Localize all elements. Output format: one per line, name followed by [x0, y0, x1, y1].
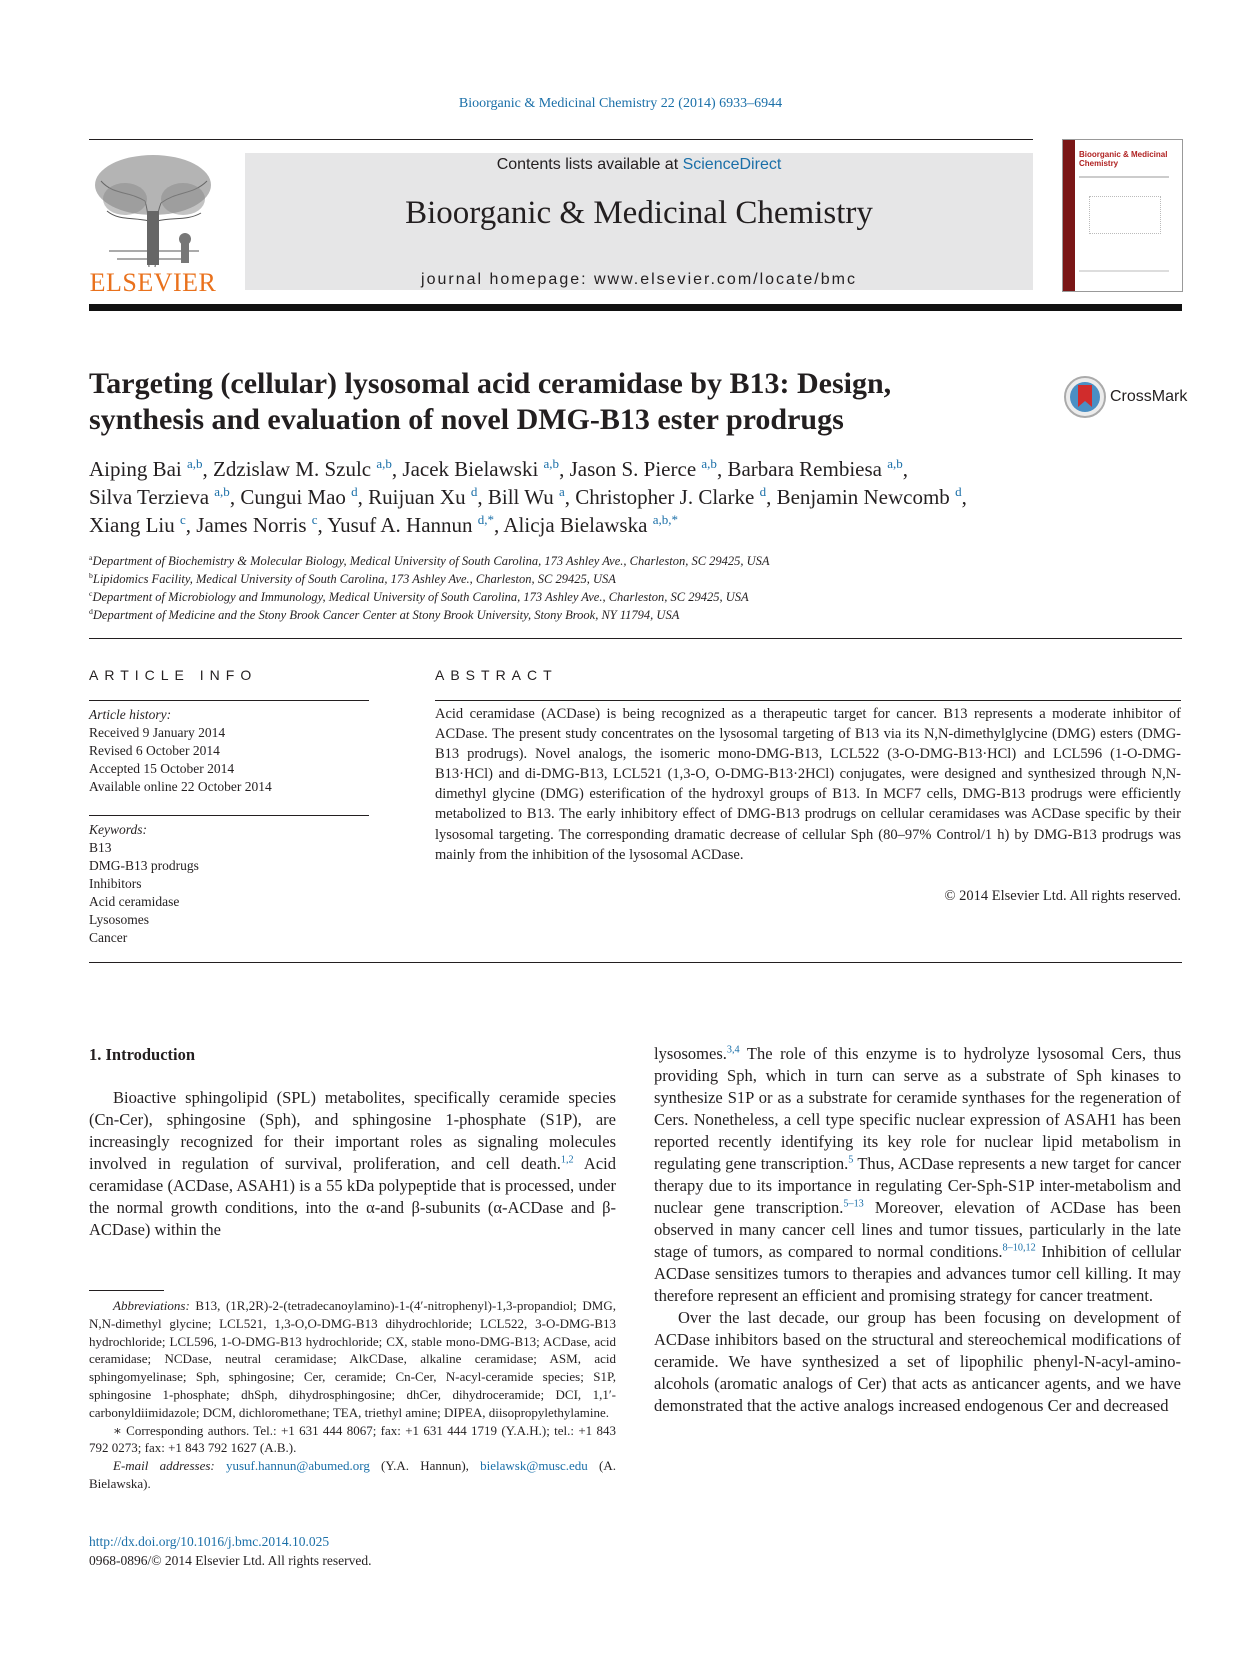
- history-accepted: Accepted 15 October 2014: [89, 761, 235, 776]
- email-link[interactable]: yusuf.hannun@abumed.org: [225, 1458, 370, 1474]
- journal-homepage[interactable]: journal homepage: www.elsevier.com/locate/bmc: [421, 271, 857, 288]
- affiliation-text: Department of Biochemistry & Molecular Biology, Medical University of South Carolina, 173 Ashley Ave., Charleston, SC 29425, USA: [92, 554, 770, 568]
- keywords-rule: [89, 815, 369, 816]
- history-online: Available online 22 October 2014: [89, 779, 272, 794]
- email-owner: (A. Bielawska).: [89, 1458, 616, 1491]
- citation-ref[interactable]: 5: [848, 1154, 854, 1166]
- article-title: [89, 366, 1009, 438]
- keyword: B13: [89, 840, 112, 855]
- affiliation-mark: c: [89, 588, 93, 598]
- affiliation-d: [89, 608, 1189, 623]
- article-history: [89, 706, 369, 796]
- intro-text: Moreover, elevation of ACDase has been observed in many cancer cell lines and tumor tissues, particularly in the late stage of tumors, as compared to normal conditions.: [654, 1198, 1181, 1261]
- author-affiliation-mark[interactable]: d: [351, 484, 358, 499]
- author: Ruijuan Xu: [368, 485, 466, 509]
- citation-ref[interactable]: 5–13: [843, 1198, 864, 1210]
- contents-line: [245, 156, 1033, 174]
- contents-prefix: Contents lists available at: [496, 156, 683, 173]
- history-received: Received 9 January 2014: [89, 725, 226, 740]
- title-line-1: Targeting (cellular) lysosomal acid ceramidase by B13: Design,: [89, 367, 892, 400]
- author-affiliation-mark[interactable]: a,b,*: [652, 512, 678, 527]
- intro-column-right: [654, 1043, 1181, 1417]
- sciencedirect-link[interactable]: ScienceDirect: [682, 156, 782, 173]
- affiliation-c: [89, 590, 1189, 605]
- author: Christopher J. Clarke: [575, 485, 755, 509]
- article-info-heading: ARTICLE INFO: [89, 667, 258, 683]
- intro-text: Thus, ACDase represents a new target for cancer therapy due to its importance in regulating Cer-Sph-S1P inter-metabolism and nuclear gene transcription.: [654, 1154, 1182, 1217]
- publisher-wordmark: ELSEVIER: [89, 268, 217, 297]
- author: Benjamin Newcomb: [776, 485, 950, 509]
- doi-link[interactable]: http://dx.doi.org/10.1016/j.bmc.2014.10.025: [89, 1534, 330, 1549]
- author: Silva Terzieva: [89, 485, 210, 509]
- author-affiliation-mark[interactable]: d,*: [477, 512, 495, 527]
- intro-text: lysosomes.: [654, 1044, 727, 1063]
- intro-text: The role of this enzyme is to hydrolyze lysosomal Cers, thus providing Sph, which in turn can serve as a substrate of Sph kinases to synthesize S1P or as a substrate for ceramide synthases for the regeneration of Cers. Nonetheless, a cell type specific nuclear expression of ASAH1 has been reported recently identifying its key role for nuclear lipid metabolism in regulating gene transcription.: [654, 1044, 1181, 1173]
- affiliation-mark: a: [89, 552, 93, 562]
- citation-ref[interactable]: 1,2: [560, 1154, 574, 1166]
- author-line-3: Xiang Liu $^c$, James Norris $^c$, Yusuf A. Hannun $^{d,*}$, Alicja Bielawska $^{a,b,*}$: [89, 512, 678, 537]
- keyword: Acid ceramidase: [89, 894, 180, 909]
- author-affiliation-mark[interactable]: a,b: [701, 456, 717, 471]
- history-label: Article history:: [89, 707, 172, 722]
- author-line-1: Aiping Bai $^{a,b}$, Zdzislaw M. Szulc $^{a,b}$, Jacek Bielawski $^{a,b}$, Jason S. Pierce $^{a,b}$, Barbara Rembiesa $^{a,b}$,: [89, 456, 909, 481]
- abstract-copyright: © 2014 Elsevier Ltd. All rights reserved.: [944, 888, 1181, 904]
- journal-cover-thumbnail: [1062, 139, 1183, 292]
- abbreviations-footnote: [89, 1297, 616, 1422]
- affiliations-rule: [89, 638, 1182, 639]
- author-affiliation-mark[interactable]: a,b: [187, 456, 203, 471]
- title-line-2: synthesis and evaluation of novel DMG-B13 ester prodrugs: [89, 403, 844, 436]
- crossmark-label[interactable]: CrossMark: [1110, 388, 1188, 405]
- keywords-label: Keywords:: [89, 822, 147, 837]
- footnotes: [89, 1297, 616, 1493]
- author: Bill Wu: [487, 485, 554, 509]
- abbreviations-text: B13, (1R,2R)-2-(tetradecanoylamino)-1-(4′-nitrophenyl)-1,3-propandiol; DMG, N,N-dimethyl glycine; LCL521, 1,3-O,O-DMG-B13 dihydrochloride; LCL522, 3-O-DMG-B13 hydrochloride; LCL596, 1-O-DMG-B13 hydrochloride; CX, stable mono-DMG-B13; ACDase, acid ceramidase; NCDase, neutral ceramidase; AlkCDase, alkaline ceramidase; ASM, acid sphingomyelinase; Sph, sphingosine; Cer, ceramide; Cn-Cer, N-acyl-ceramide species; S1P, sphingosine 1-phosphate; dhSph, dihydrosphingosine; dhCer, dihydroceramide; DCI, 1,1′-carbonyldiimidazole; DCM, dichloromethane; TEA, triethyl amine; DIPEA, diisopropylethylamine.: [89, 1298, 616, 1420]
- email-owner: (Y.A. Hannun),: [369, 1458, 481, 1474]
- keyword: Lysosomes: [89, 912, 150, 927]
- cover-title: Bioorganic & Medicinal Chemistry: [1079, 150, 1168, 168]
- affiliation-text: Department of Medicine and the Stony Brook Cancer Center at Stony Brook University, Stony Brook, NY 11794, USA: [92, 608, 680, 622]
- author: Jason S. Pierce: [569, 457, 697, 481]
- header-top-rule: [89, 139, 1033, 140]
- abstract-heading: ABSTRACT: [435, 667, 558, 683]
- author-affiliation-mark[interactable]: d: [470, 484, 478, 499]
- intro-text: Inhibition of cellular ACDase sensitizes tumors to therapies and advances tumor cell killing. It may therefore represent an efficient and promising strategy for cancer treatment.: [654, 1242, 1182, 1305]
- author-line-2: Silva Terzieva $^{a,b}$, Cungui Mao $^d$, Ruijuan Xu $^d$, Bill Wu $^a$, Christopher J. Clarke $^d$, Benjamin Newcomb $^d$,: [89, 484, 967, 509]
- author-affiliation-mark[interactable]: a,b: [543, 456, 560, 471]
- email-link[interactable]: bielawsk@musc.edu: [480, 1458, 588, 1474]
- corresponding-footnote: ∗ Corresponding authors. Tel.: +1 631 444 8067; fax: +1 631 444 1719 (Y.A.H.); tel.: +1 843 792 0273; fax: +1 843 792 1627 (A.B.).: [89, 1422, 616, 1456]
- author-affiliation-mark[interactable]: c: [311, 512, 318, 527]
- crossmark-icon[interactable]: [1063, 375, 1107, 419]
- author-list: [89, 455, 1189, 539]
- author-affiliation-mark[interactable]: a,b: [887, 456, 903, 471]
- article-info-rule: [89, 700, 369, 701]
- citation-ref[interactable]: 3,4: [726, 1044, 740, 1056]
- journal-banner: [245, 153, 1033, 290]
- introduction-heading: 1. Introduction: [89, 1045, 196, 1064]
- footnote-rule: [89, 1290, 164, 1291]
- author: James Norris: [196, 513, 307, 537]
- author: Jacek Bielawski: [402, 457, 539, 481]
- affiliation-text: Lipidomics Facility, Medical University of South Carolina, 173 Ashley Ave., Charleston, SC 29425, USA: [92, 572, 616, 586]
- intro-text: Acid ceramidase (ACDase, ASAH1) is a 55 kDa polypeptide that is processed, under the normal growth conditions, into the α-and β-subunits (α-ACDase and β-ACDase) within the: [89, 1154, 616, 1239]
- abbreviations-label: Abbreviations:: [113, 1298, 190, 1313]
- author: Alicja Bielawska: [503, 513, 648, 537]
- email-footnote: [89, 1457, 616, 1493]
- keywords: [89, 821, 369, 947]
- intro-text: Bioactive sphingolipid (SPL) metabolites, specifically ceramide species (Cn-Cer), sphingosine (Sph), and sphingosine 1-phosphate (S1P), are increasingly recognized for their important roles as signaling molecules involved in regulation of survival, proliferation, and cell death.: [89, 1088, 616, 1173]
- keyword: DMG-B13 prodrugs: [89, 858, 199, 873]
- affiliation-a: [89, 554, 1189, 569]
- front-matter-rule: [89, 962, 1182, 963]
- journal-name: Bioorganic & Medicinal Chemistry: [405, 195, 873, 231]
- abstract-text: Acid ceramidase (ACDase) is being recognized as a therapeutic target for cancer. B13 represents a moderate inhibitor of ACDase. The present study concentrates on the lysosomal targeting of B13 via its N,N-dimethylglycine (DMG) esters (DMG-B13 prodrugs). Novel analogs, the isomeric mono-DMG-B13, LCL522 (3-O-DMG-B13·HCl) and LCL596 (1-O-DMG-B13·HCl) and di-DMG-B13, LCL521 (1,3-O, O-DMG-B13·2HCl) conjugates, were designed and synthesized through N,N-dimethyl glycine (DMG) esterification of the hydroxyl groups of B13. In MCF7 cells, DMG-B13 prodrugs were efficiently metabolized to B13. The early inhibitory effect of DMG-B13 prodrugs on cellular ceramidases was ACDase specific by their lysosomal targeting. The corresponding dramatic decrease of cellular Sph (80–97% Control/1 h) by DMG-B13 prodrugs was mainly from the inhibition of the lysosomal ACDase.: [435, 706, 1181, 863]
- email-label: E-mail addresses:: [113, 1458, 226, 1474]
- affiliation-b: [89, 572, 1189, 587]
- affiliation-mark: b: [89, 570, 93, 580]
- header-bottom-rule: [89, 304, 1182, 311]
- intro-paragraph-1: [89, 1087, 616, 1241]
- author-affiliation-mark[interactable]: a,b: [214, 484, 230, 499]
- author-affiliation-mark[interactable]: a,b: [376, 456, 392, 471]
- author-affiliation-mark[interactable]: d: [759, 484, 767, 499]
- affiliation-mark: d: [89, 606, 93, 616]
- author-affiliation-mark[interactable]: d: [955, 484, 962, 499]
- keyword: Cancer: [89, 930, 128, 945]
- journal-citation[interactable]: Bioorganic & Medicinal Chemistry 22 (2014) 6933–6944: [458, 96, 783, 111]
- author: Cungui Mao: [240, 485, 346, 509]
- citation-ref[interactable]: 8–10,12: [1002, 1242, 1036, 1254]
- issn-line: 0968-0896/© 2014 Elsevier Ltd. All rights reserved.: [89, 1553, 372, 1568]
- author: Xiang Liu: [89, 513, 175, 537]
- author-affiliation-mark[interactable]: c: [179, 512, 186, 527]
- keyword: Inhibitors: [89, 876, 142, 891]
- author: Barbara Rembiesa: [727, 457, 882, 481]
- author: Yusuf A. Hannun: [327, 513, 473, 537]
- author: Aiping Bai: [89, 457, 182, 481]
- affiliation-text: Department of Microbiology and Immunology, Medical University of South Carolina, 173 Ashley Ave., Charleston, SC 29425, USA: [92, 590, 749, 604]
- abstract-rule: [435, 700, 1181, 701]
- intro-paragraph-2: Over the last decade, our group has been focusing on development of ACDase inhibitors based on the structural and stereochemical modifications of ceramide. We have synthesized a set of lipophilic phenyl-N-acyl-amino-alcohols (aromatic analogs of Cer) that acts as anticancer agents, and we have demonstrated that the active analogs increased endogenous Cer and decreased: [654, 1308, 1181, 1415]
- author-affiliation-mark[interactable]: a: [558, 484, 565, 499]
- history-revised: Revised 6 October 2014: [89, 743, 220, 758]
- author: Zdzislaw M. Szulc: [213, 457, 372, 481]
